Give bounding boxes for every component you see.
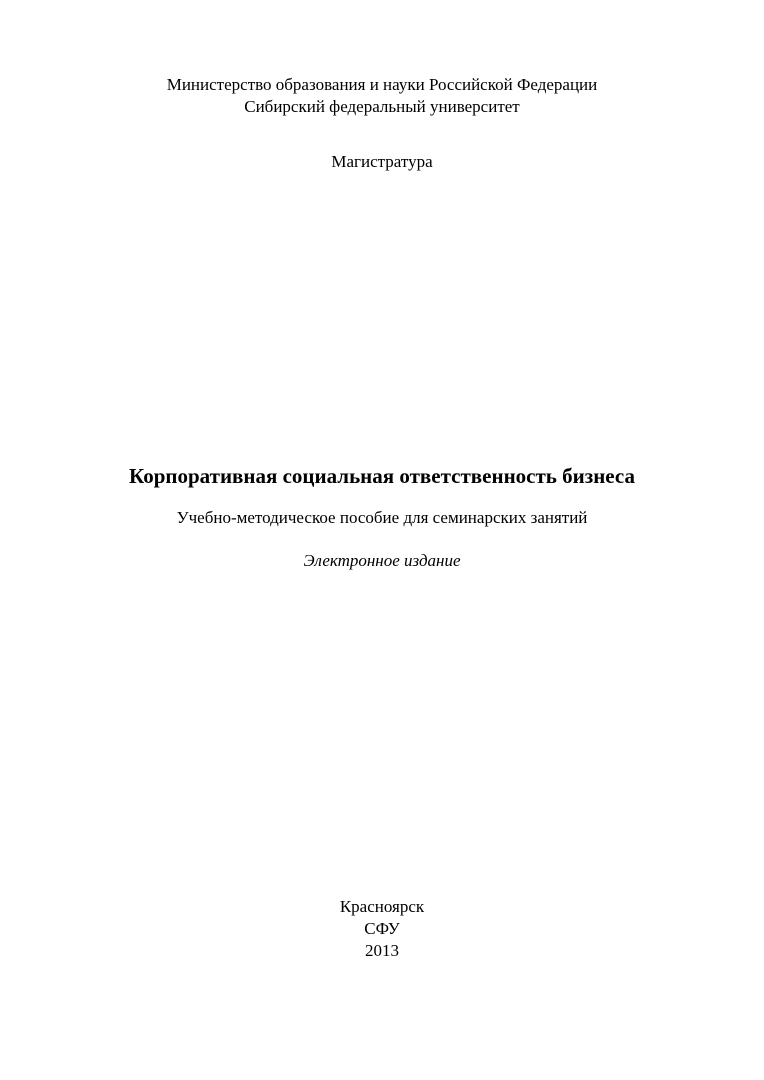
university-name: Сибирский федеральный университет — [244, 97, 520, 116]
edition-type: Электронное издание — [303, 551, 461, 570]
document-title: Корпоративная социальная ответственность бизнеса — [129, 464, 635, 488]
document-subtitle: Учебно-методическое пособие для семинарских занятий — [176, 508, 588, 527]
ministry-name: Министерство образования и науки Российской Федерации — [166, 75, 598, 94]
publisher-name: СФУ — [364, 919, 400, 938]
program-level: Магистратура — [331, 152, 433, 171]
publication-city: Красноярск — [339, 897, 425, 916]
publication-year: 2013 — [365, 941, 399, 960]
